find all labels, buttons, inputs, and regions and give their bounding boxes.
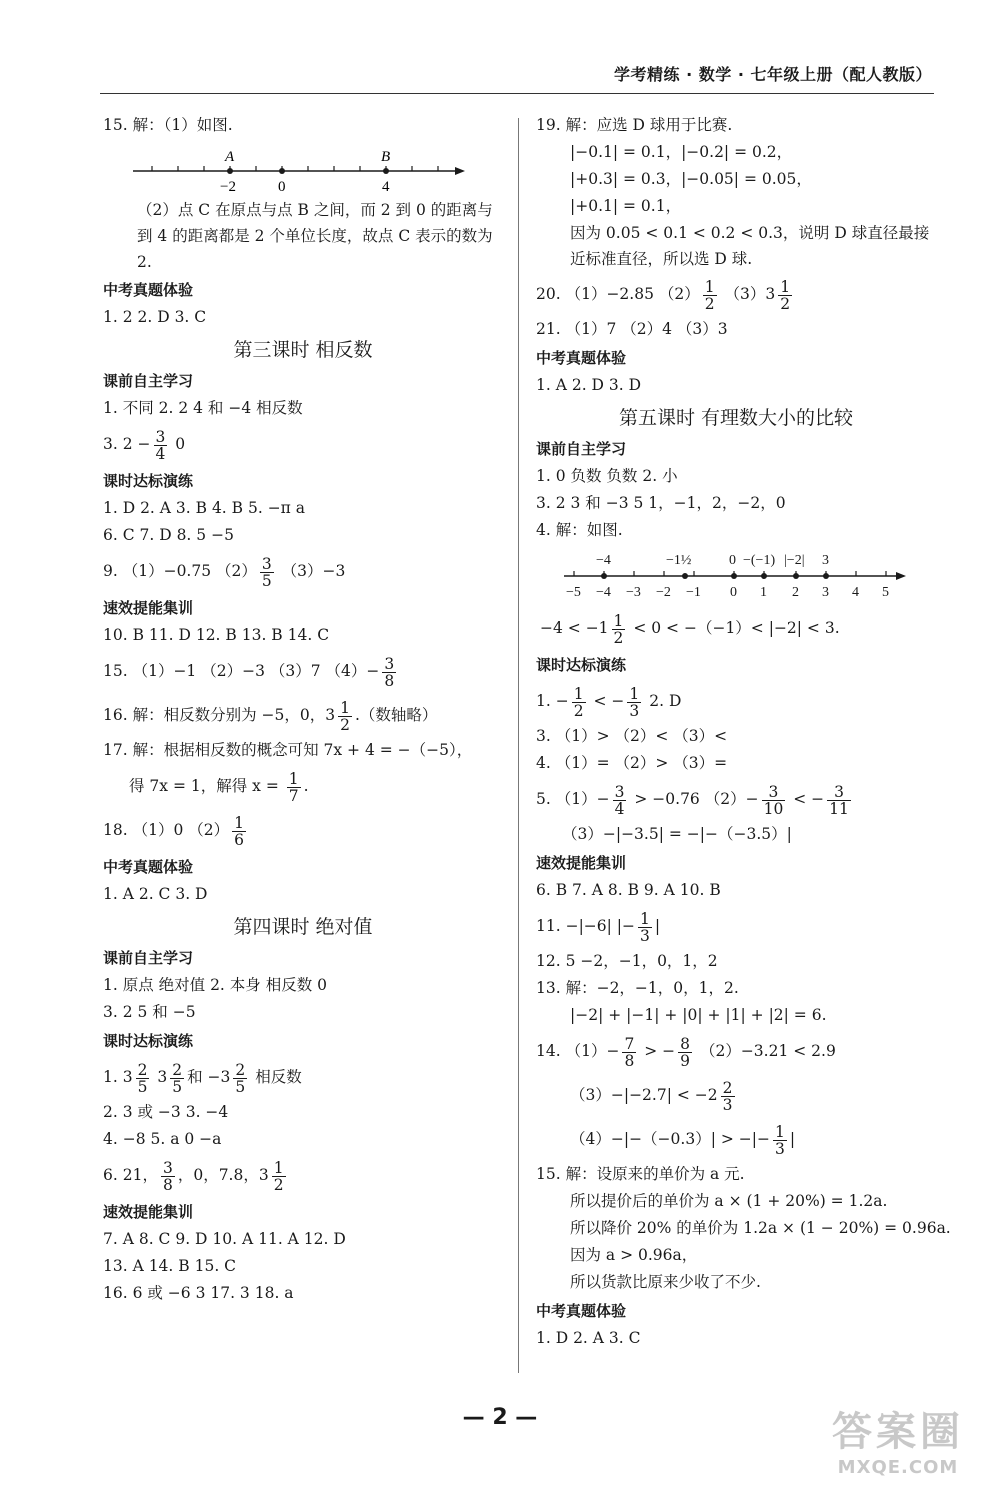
answer-line: 得 7x = 1，解得 x = $\frac{1}{7}$ .	[129, 769, 309, 805]
top-label: −1½	[666, 553, 692, 568]
label-b: B	[381, 149, 391, 165]
fraction: $\frac{2}{5}$	[172, 1060, 183, 1096]
answer-line: 3. 2 3 和 −3 5 1，−1，2，−2，0	[536, 494, 786, 512]
point-neg-neg1	[761, 573, 767, 579]
fraction: $\frac{1}{3}$	[640, 909, 650, 945]
tick-label: −5	[566, 585, 581, 600]
lesson-title: 第四课时 绝对值	[233, 916, 373, 938]
fraction: $\frac{2}{5}$	[137, 1060, 148, 1096]
fraction: $\frac{8}{9}$	[680, 1034, 691, 1070]
answer-line: 18. （1）0 （2） $\frac{1}{6}$	[103, 813, 244, 849]
number-line-2	[536, 544, 936, 606]
top-label: −4	[596, 553, 611, 568]
tick-label: 4	[382, 179, 390, 195]
point-abs-neg2	[793, 573, 799, 579]
fraction: $\frac{2}{5}$	[235, 1060, 246, 1096]
answer-line: −4 < −1 $\frac{1}{2}$ < 0 < −（−1）< |−2| < 3.	[540, 611, 840, 647]
tick-label: −1	[686, 585, 701, 600]
answer-line: 1. 原点 绝对值 2. 本身 相反数 0	[103, 976, 328, 994]
header-rule	[100, 93, 934, 94]
tick-label: 4	[852, 585, 859, 600]
fraction: $\frac{1}{2}$	[273, 1158, 284, 1194]
q15-line: 15. 解：（1）如图.	[103, 116, 233, 134]
answer-line: 所以提价后的单价为 a × (1 + 20%) = 1.2a.	[570, 1192, 888, 1210]
answer-line: |−2| + |−1| + |0| + |1| + |2| = 6.	[570, 1006, 827, 1024]
answer-line: 4. 解：如图.	[536, 521, 623, 539]
section-heading: 中考真题体验	[103, 281, 194, 299]
fraction: $\frac{3}{11}$	[829, 782, 849, 818]
section-heading: 课时达标演练	[103, 1032, 194, 1050]
answer-line: 3. 2 − $\frac{3}{4}$ 0	[103, 427, 186, 463]
section-heading: 课时达标演练	[103, 472, 194, 490]
answer-line: 20. （1）−2.85 （2） $\frac{1}{2}$ （3）3 $\frac{1}{2}$	[536, 277, 791, 313]
answer-line: 1. D 2. A 3. B 4. B 5. −π a	[103, 499, 306, 517]
tick-label: 0	[278, 179, 286, 195]
section-heading: 中考真题体验	[536, 1302, 627, 1320]
answer-line: 16. 6 或 −6 3 17. 3 18. a	[103, 1284, 294, 1302]
tick-label: 1	[760, 585, 767, 600]
answer-line: 9. （1）−0.75 （2） $\frac{3}{5}$ （3）−3	[103, 554, 346, 590]
answer-line: 16. 解：相反数分别为 −5，0，3 $\frac{1}{2}$ .（数轴略）	[103, 698, 438, 734]
point-origin	[279, 168, 285, 174]
fraction: $\frac{3}{8}$	[162, 1158, 173, 1194]
answer-line: 10. B 11. D 12. B 13. B 14. C	[103, 626, 330, 644]
fraction: $\frac{1}{7}$	[288, 769, 299, 805]
fraction: $\frac{1}{2}$	[613, 611, 624, 647]
section-heading: 中考真题体验	[536, 349, 627, 367]
lesson-title: 第五课时 有理数大小的比较	[618, 407, 854, 429]
label-a: A	[225, 149, 235, 165]
answer-line: 因为 a > 0.96a，	[570, 1246, 698, 1264]
answer-line: 1. 3 $\frac{2}{5}$ 3 $\frac{2}{5}$ 和 −3 $\frac{2}{5}$ 相反数	[103, 1060, 302, 1096]
answer-line: 13. 解：−2，−1，0，1，2.	[536, 979, 739, 997]
answer-line: （4）−|−（−0.3）| > −|− $\frac{1}{3}$ |	[570, 1122, 796, 1158]
fraction: $\frac{1}{2}$	[573, 684, 584, 720]
tick-label: 0	[730, 585, 737, 600]
fraction: $\frac{3}{4}$	[155, 427, 166, 463]
answer-line: |+0.3| = 0.3，|−0.05| = 0.05，	[570, 170, 812, 188]
fraction: $\frac{1}{3}$	[629, 684, 640, 720]
answer-line: 1. D 2. A 3. C	[536, 1329, 641, 1347]
answer-line: （3）−|−3.5| = −|−（−3.5）|	[562, 825, 792, 843]
fraction: $\frac{2}{3}$	[722, 1078, 733, 1114]
answer-line: 2. 3 或 −3 3. −4	[103, 1103, 229, 1121]
left-column	[103, 112, 503, 1307]
answer-line: 6. 21， $\frac{3}{8}$ ，0，7.8，3 $\frac{1}{2}$	[103, 1158, 284, 1194]
section-heading: 速效提能集训	[103, 1203, 194, 1221]
top-label: |−2|	[784, 553, 805, 568]
tick-label: −2	[220, 179, 236, 195]
answer-line: 21. （1）7 （2）4 （3）3	[536, 320, 728, 338]
section-heading: 课时达标演练	[536, 656, 627, 674]
fraction: $\frac{3}{5}$	[261, 554, 272, 590]
top-label: 0	[729, 553, 736, 568]
page-number: — 2 —	[462, 1405, 538, 1430]
answer-line: （3）−|−2.7| < −2 $\frac{2}{3}$	[570, 1078, 733, 1114]
answer-line: 6. C 7. D 8. 5 −5	[103, 526, 234, 544]
answer-line: |+0.1| = 0.1，	[570, 197, 682, 215]
answer-line: 1. A 2. D 3. D	[536, 376, 642, 394]
answer-line: 7. A 8. C 9. D 10. A 11. A 12. D	[103, 1230, 346, 1248]
section-heading: 课前自主学习	[103, 949, 194, 967]
lesson-title: 第三课时 相反数	[233, 339, 373, 361]
answer-line: 1. A 2. C 3. D	[103, 885, 208, 903]
section-heading: 速效提能集训	[536, 854, 627, 872]
answer-line: 1. − $\frac{1}{2}$ < − $\frac{1}{3}$ 2. D	[536, 684, 682, 720]
answer-line: 17. 解：根据相反数的概念可知 7x + 4 = −（−5），	[103, 741, 473, 759]
answer-line: 6. B 7. A 8. B 9. A 10. B	[536, 881, 721, 899]
point-neg4	[601, 573, 607, 579]
tick-label: 5	[882, 585, 889, 600]
column-divider	[518, 118, 519, 1373]
answer-line: 3. 2 5 和 −5	[103, 1003, 196, 1021]
section-heading: 课前自主学习	[103, 372, 194, 390]
answer-line: 所以货款比原来少收了不少.	[570, 1273, 761, 1291]
section-heading: 课前自主学习	[536, 440, 627, 458]
fraction: $\frac{1}{2}$	[780, 277, 791, 313]
top-label: 3	[822, 553, 829, 568]
q19-line: 19. 解：应选 D 球用于比赛.	[536, 116, 733, 134]
answer-line: 15. （1）−1 （2）−3 （3）7 （4）− $\frac{3}{8}$	[103, 654, 395, 690]
tick-label: −2	[656, 585, 671, 600]
tick-label: −3	[626, 585, 641, 600]
answer-line: 12. 5 −2，−1，0，1，2	[536, 952, 718, 970]
answer-line: 1. 不同 2. 2 4 和 −4 相反数	[103, 399, 303, 417]
number-line-1	[103, 139, 503, 197]
fraction: $\frac{1}{6}$	[234, 813, 244, 849]
answer-line: 3. （1）> （2）< （3）<	[536, 727, 728, 745]
fraction: $\frac{7}{8}$	[624, 1034, 635, 1070]
point-zero	[731, 573, 737, 579]
answer-line: 11. −|−6| |− $\frac{1}{3}$ |	[536, 909, 661, 945]
answer-line: 15. 解：设原来的单价为 a 元.	[536, 1165, 745, 1183]
fraction: $\frac{1}{2}$	[340, 698, 350, 734]
answer-line: 4. （1）= （2）> （3）=	[536, 754, 728, 772]
answer-line: 5. （1）− $\frac{3}{4}$ > −0.76 （2）− $\frac{3}{10}$ < − $\frac{3}{11}$	[536, 782, 849, 818]
tick-label: 3	[822, 585, 829, 600]
answer-line: 4. −8 5. a 0 −a	[103, 1130, 222, 1148]
point-b	[383, 168, 389, 174]
section-heading: 中考真题体验	[103, 858, 194, 876]
fraction: $\frac{3}{10}$	[763, 782, 784, 818]
fraction: $\frac{1}{3}$	[774, 1122, 785, 1158]
running-header: 学考精练 · 数学 · 七年级上册（配人教版）	[614, 65, 932, 84]
answer-line: 所以降价 20% 的单价为 1.2a × (1 − 20%) = 0.96a.	[570, 1219, 951, 1237]
point-neg1-half	[682, 573, 688, 579]
q15-part2: （2）点 C 在原点与点 B 之间，而 2 到 0 的距离与到 4 的距离都是 2 个单位长度，故点 C 表示的数为 2.	[137, 201, 493, 271]
point-a	[227, 168, 233, 174]
answer-line: 1. 0 负数 负数 2. 小	[536, 467, 678, 485]
section-heading: 速效提能集训	[103, 599, 194, 617]
answer-line: 14. （1）− $\frac{7}{8}$ > − $\frac{8}{9}$ （2）−3.21 < 2.9	[536, 1034, 836, 1070]
fraction: $\frac{3}{4}$	[614, 782, 625, 818]
tick-label: 2	[792, 585, 799, 600]
fraction: $\frac{1}{2}$	[704, 277, 715, 313]
right-column	[536, 112, 951, 1352]
top-label: −(−1)	[743, 553, 776, 568]
answer-line: 13. A 14. B 15. C	[103, 1257, 237, 1275]
answer-line: 1. 2 2. D 3. C	[103, 308, 207, 326]
watermark-logo: 答案圈 MXQE.COM	[832, 1409, 964, 1478]
answer-paragraph: 因为 0.05 < 0.1 < 0.2 < 0.3，说明 D 球直径最接近标准直径，所以选 D 球.	[570, 224, 930, 268]
point-three	[823, 573, 829, 579]
answer-line: |−0.1| = 0.1，|−0.2| = 0.2，	[570, 143, 793, 161]
fraction: $\frac{3}{8}$	[384, 654, 395, 690]
tick-label: −4	[596, 585, 611, 600]
